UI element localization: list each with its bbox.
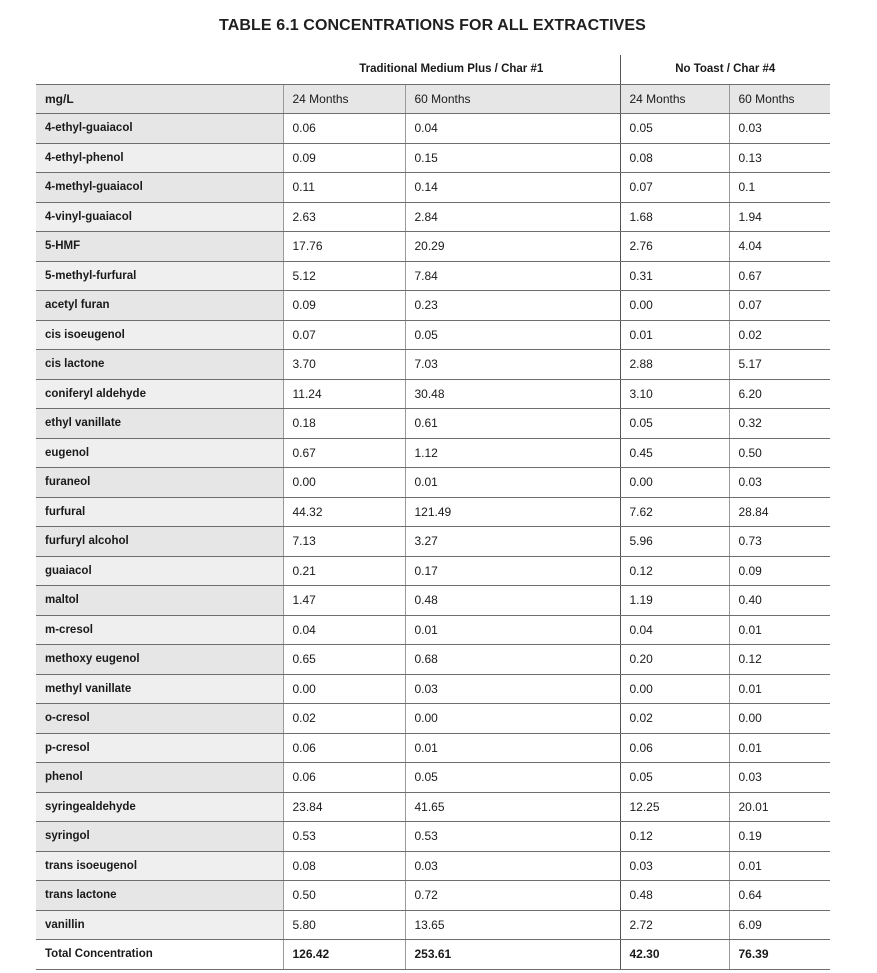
concentration-cell: 0.01 (405, 468, 620, 498)
compound-name: acetyl furan (36, 291, 283, 321)
concentration-cell: 0.20 (620, 645, 729, 675)
concentration-cell: 0.09 (283, 291, 405, 321)
concentration-cell: 0.01 (729, 615, 830, 645)
concentration-cell: 0.21 (283, 556, 405, 586)
col-header-60m-char4: 60 Months (729, 84, 830, 114)
table-row (36, 851, 830, 881)
column-header-row (36, 84, 830, 114)
concentration-cell: 0.40 (729, 586, 830, 616)
concentration-cell: 20.01 (729, 792, 830, 822)
concentration-cell: 30.48 (405, 379, 620, 409)
table-row (36, 704, 830, 734)
concentration-cell: 2.84 (405, 202, 620, 232)
compound-name: 4-methyl-guaiacol (36, 173, 283, 203)
concentration-cell: 0.13 (729, 143, 830, 173)
concentration-cell: 0.02 (620, 704, 729, 734)
compound-name: methoxy eugenol (36, 645, 283, 675)
concentration-cell: 0.05 (620, 763, 729, 793)
col-header-24m-char4: 24 Months (620, 84, 729, 114)
concentration-cell: 5.12 (283, 261, 405, 291)
compound-name: cis lactone (36, 350, 283, 380)
concentration-cell: 3.70 (283, 350, 405, 380)
concentration-cell: 7.84 (405, 261, 620, 291)
concentration-cell: 0.03 (729, 114, 830, 144)
table-row (36, 674, 830, 704)
concentration-cell: 0.00 (729, 704, 830, 734)
concentration-cell: 0.53 (405, 822, 620, 852)
table-row (36, 822, 830, 852)
concentration-cell: 0.12 (729, 645, 830, 675)
concentration-cell: 6.20 (729, 379, 830, 409)
concentration-cell: 11.24 (283, 379, 405, 409)
table-row (36, 527, 830, 557)
compound-name: 4-vinyl-guaiacol (36, 202, 283, 232)
concentration-cell: 0.00 (620, 291, 729, 321)
concentration-cell: 1.47 (283, 586, 405, 616)
concentration-cell: 0.03 (729, 763, 830, 793)
table-row (36, 232, 830, 262)
concentration-cell: 0.05 (620, 114, 729, 144)
col-header-60m-char1: 60 Months (405, 84, 620, 114)
concentration-cell: 0.45 (620, 438, 729, 468)
group-header-row (36, 55, 830, 84)
concentration-cell: 0.15 (405, 143, 620, 173)
compound-name: furaneol (36, 468, 283, 498)
concentration-cell: 23.84 (283, 792, 405, 822)
compound-name: eugenol (36, 438, 283, 468)
table-row (36, 350, 830, 380)
concentration-cell: 1.12 (405, 438, 620, 468)
table-row (36, 114, 830, 144)
table-row (36, 881, 830, 911)
concentration-cell: 0.05 (405, 763, 620, 793)
concentration-cell: 0.07 (283, 320, 405, 350)
concentration-cell: 0.03 (405, 851, 620, 881)
concentration-cell: 0.06 (283, 114, 405, 144)
compound-name: furfuryl alcohol (36, 527, 283, 557)
concentration-cell: 0.01 (729, 851, 830, 881)
total-label: Total Concentration (36, 940, 283, 970)
concentration-cell: 1.94 (729, 202, 830, 232)
concentration-cell: 0.65 (283, 645, 405, 675)
compound-name: p-cresol (36, 733, 283, 763)
total-value: 253.61 (405, 940, 620, 970)
concentration-cell: 17.76 (283, 232, 405, 262)
concentration-cell: 0.50 (283, 881, 405, 911)
concentration-cell: 6.09 (729, 910, 830, 940)
table-row (36, 438, 830, 468)
table-row (36, 615, 830, 645)
table-row (36, 733, 830, 763)
concentration-cell: 0.01 (729, 674, 830, 704)
table-row (36, 792, 830, 822)
group-header-char4: No Toast / Char #4 (620, 55, 830, 84)
table-row (36, 645, 830, 675)
total-value: 126.42 (283, 940, 405, 970)
concentration-cell: 2.72 (620, 910, 729, 940)
total-value: 42.30 (620, 940, 729, 970)
concentration-cell: 0.02 (283, 704, 405, 734)
concentration-cell: 0.04 (283, 615, 405, 645)
concentration-cell: 3.10 (620, 379, 729, 409)
concentration-cell: 0.07 (729, 291, 830, 321)
extractives-table (36, 55, 830, 970)
concentration-cell: 7.13 (283, 527, 405, 557)
table-row (36, 497, 830, 527)
concentration-cell: 0.08 (283, 851, 405, 881)
table-row (36, 320, 830, 350)
compound-name: guaiacol (36, 556, 283, 586)
concentration-cell: 5.17 (729, 350, 830, 380)
concentration-cell: 0.67 (283, 438, 405, 468)
concentration-cell: 28.84 (729, 497, 830, 527)
concentration-cell: 2.88 (620, 350, 729, 380)
concentration-cell: 0.00 (283, 468, 405, 498)
concentration-cell: 0.02 (729, 320, 830, 350)
concentration-cell: 0.67 (729, 261, 830, 291)
concentration-cell: 0.03 (405, 674, 620, 704)
concentration-cell: 0.11 (283, 173, 405, 203)
compound-name: methyl vanillate (36, 674, 283, 704)
concentration-cell: 0.32 (729, 409, 830, 439)
concentration-cell: 0.09 (729, 556, 830, 586)
table-row (36, 379, 830, 409)
concentration-cell: 0.01 (620, 320, 729, 350)
concentration-cell: 0.06 (283, 763, 405, 793)
concentration-cell: 0.17 (405, 556, 620, 586)
concentration-cell: 5.80 (283, 910, 405, 940)
concentration-cell: 0.19 (729, 822, 830, 852)
concentration-cell: 0.12 (620, 556, 729, 586)
concentration-cell: 0.14 (405, 173, 620, 203)
compound-name: vanillin (36, 910, 283, 940)
concentration-cell: 0.53 (283, 822, 405, 852)
table-row (36, 910, 830, 940)
concentration-cell: 0.06 (283, 733, 405, 763)
compound-name: syringealdehyde (36, 792, 283, 822)
concentration-cell: 20.29 (405, 232, 620, 262)
concentration-cell: 0.06 (620, 733, 729, 763)
compound-name: furfural (36, 497, 283, 527)
compound-name: phenol (36, 763, 283, 793)
col-header-24m-char1: 24 Months (283, 84, 405, 114)
group-header-char1: Traditional Medium Plus / Char #1 (283, 55, 620, 84)
concentration-cell: 0.1 (729, 173, 830, 203)
compound-name: coniferyl aldehyde (36, 379, 283, 409)
table-row (36, 173, 830, 203)
compound-name: 4-ethyl-guaiacol (36, 114, 283, 144)
concentration-cell: 44.32 (283, 497, 405, 527)
unit-label: mg/L (36, 84, 283, 114)
concentration-cell: 7.62 (620, 497, 729, 527)
concentration-cell: 0.31 (620, 261, 729, 291)
concentration-cell: 0.64 (729, 881, 830, 911)
total-row (36, 940, 830, 970)
concentration-cell: 1.19 (620, 586, 729, 616)
compound-name: maltol (36, 586, 283, 616)
compound-name: 4-ethyl-phenol (36, 143, 283, 173)
concentration-cell: 0.07 (620, 173, 729, 203)
concentration-cell: 0.12 (620, 822, 729, 852)
compound-name: m-cresol (36, 615, 283, 645)
concentration-cell: 0.61 (405, 409, 620, 439)
table-row (36, 556, 830, 586)
concentration-cell: 0.73 (729, 527, 830, 557)
concentration-cell: 13.65 (405, 910, 620, 940)
compound-name: ethyl vanillate (36, 409, 283, 439)
table-row (36, 261, 830, 291)
compound-name: o-cresol (36, 704, 283, 734)
concentration-cell: 0.09 (283, 143, 405, 173)
table-row (36, 468, 830, 498)
concentration-cell: 0.00 (283, 674, 405, 704)
concentration-cell: 0.08 (620, 143, 729, 173)
table-row (36, 202, 830, 232)
concentration-cell: 0.04 (620, 615, 729, 645)
concentration-cell: 3.27 (405, 527, 620, 557)
compound-name: syringol (36, 822, 283, 852)
table-row (36, 409, 830, 439)
concentration-cell: 0.48 (620, 881, 729, 911)
concentration-cell: 2.63 (283, 202, 405, 232)
table-body (36, 114, 830, 940)
total-value: 76.39 (729, 940, 830, 970)
concentration-cell: 0.72 (405, 881, 620, 911)
concentration-cell: 41.65 (405, 792, 620, 822)
concentration-cell: 5.96 (620, 527, 729, 557)
concentration-cell: 0.18 (283, 409, 405, 439)
compound-name: cis isoeugenol (36, 320, 283, 350)
compound-name: trans lactone (36, 881, 283, 911)
concentration-cell: 0.48 (405, 586, 620, 616)
table-row (36, 763, 830, 793)
concentration-cell: 0.50 (729, 438, 830, 468)
concentration-cell: 0.01 (405, 733, 620, 763)
concentration-cell: 0.00 (405, 704, 620, 734)
concentration-cell: 2.76 (620, 232, 729, 262)
table-row (36, 586, 830, 616)
concentration-cell: 0.23 (405, 291, 620, 321)
concentration-cell: 0.00 (620, 468, 729, 498)
group-header-blank (36, 55, 283, 84)
concentration-cell: 0.00 (620, 674, 729, 704)
table-row (36, 143, 830, 173)
concentration-cell: 121.49 (405, 497, 620, 527)
concentration-cell: 0.01 (729, 733, 830, 763)
concentration-cell: 0.01 (405, 615, 620, 645)
table-row (36, 291, 830, 321)
concentration-cell: 0.05 (620, 409, 729, 439)
table-title: TABLE 6.1 CONCENTRATIONS FOR ALL EXTRACTIVES (219, 17, 646, 34)
concentration-cell: 7.03 (405, 350, 620, 380)
concentration-cell: 0.03 (620, 851, 729, 881)
compound-name: 5-HMF (36, 232, 283, 262)
concentration-cell: 0.05 (405, 320, 620, 350)
concentration-cell: 0.03 (729, 468, 830, 498)
concentration-cell: 12.25 (620, 792, 729, 822)
compound-name: 5-methyl-furfural (36, 261, 283, 291)
concentration-cell: 0.04 (405, 114, 620, 144)
concentration-cell: 1.68 (620, 202, 729, 232)
concentration-cell: 0.68 (405, 645, 620, 675)
concentration-cell: 4.04 (729, 232, 830, 262)
compound-name: trans isoeugenol (36, 851, 283, 881)
